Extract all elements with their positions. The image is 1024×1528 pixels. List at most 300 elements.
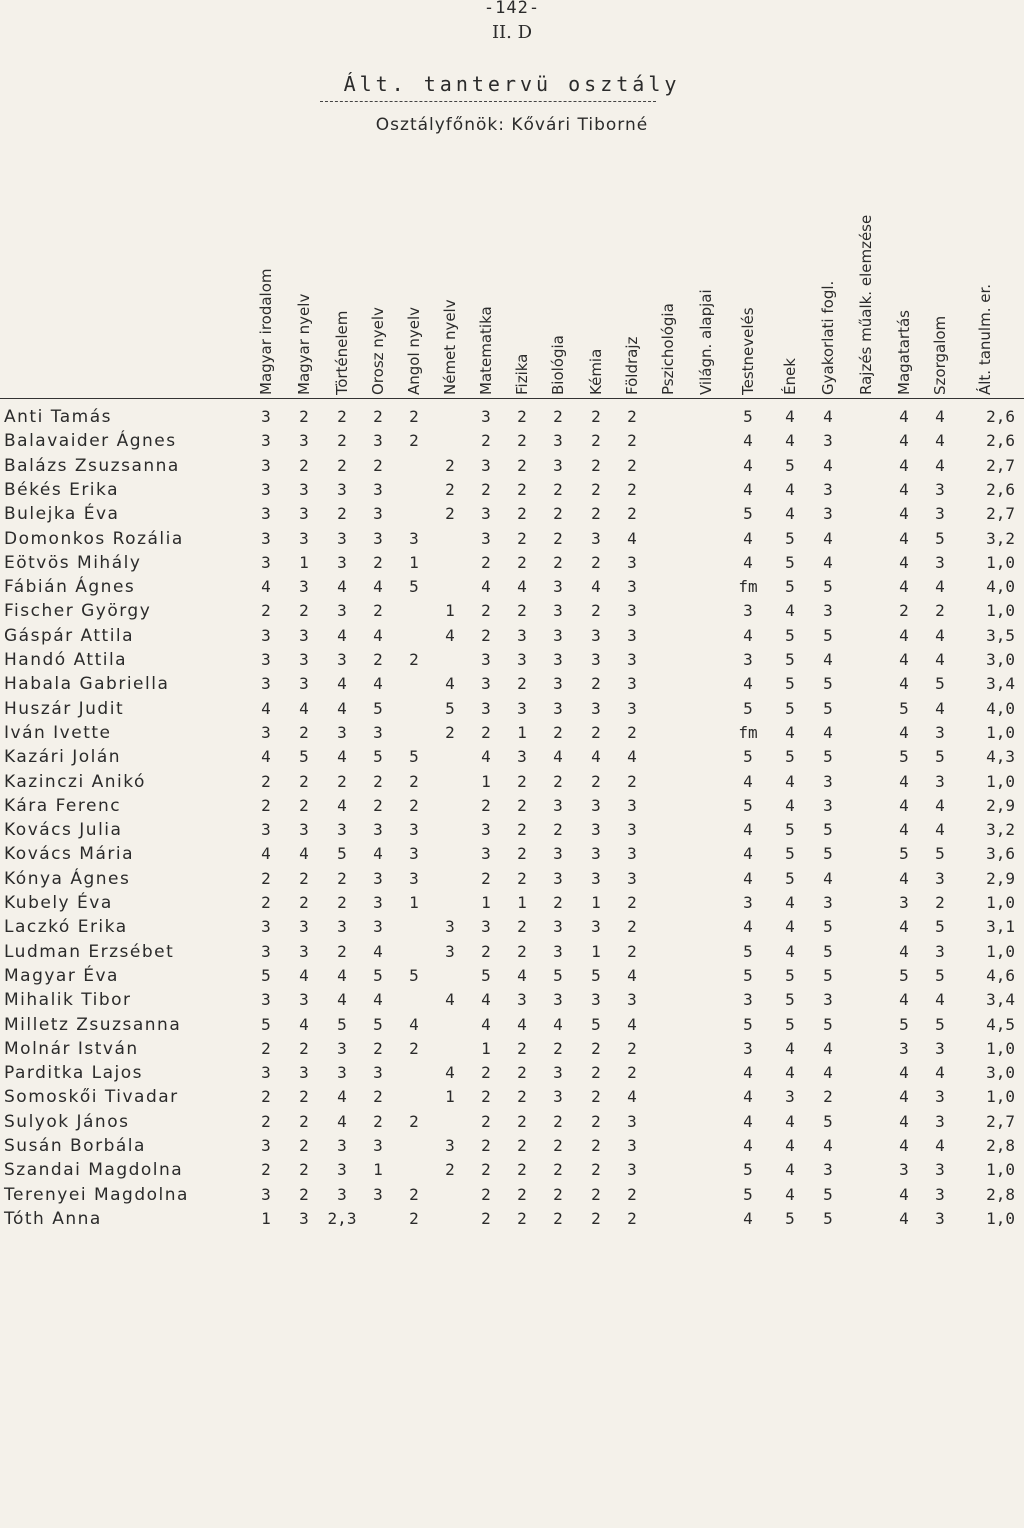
grade-cell: 4 [823,455,833,475]
grade-cell: 4 [899,431,909,451]
grade-cell: 5 [785,868,795,888]
grade-cell [399,697,429,721]
grade-cell [691,794,721,818]
grade-cell: 4 [373,990,383,1010]
grade-cell: 4 [517,1014,527,1034]
grade-cell [653,429,683,453]
grade-cell [653,478,683,502]
student-name: Fábián Ágnes [4,577,136,598]
grade-cell: 3 [373,893,383,912]
grade-cell: 4 [337,1111,347,1131]
grade-cell [691,1110,721,1134]
column-header: Orosz nyelv [369,307,387,395]
grade-cell: 3 [373,528,383,548]
grade-cell: 5 [785,747,795,767]
grade-cell: 1 [445,601,455,621]
grade-cell: 2 [591,552,601,572]
grade-cell: 1 [409,893,419,912]
grade-cell: 3 [935,552,945,572]
grade-cell: 2 [553,1160,563,1180]
grade-cell: 3 [553,844,563,864]
grade-cell [851,624,881,648]
grade-cell: 4 [591,747,601,767]
grade-cell: 2 [517,674,527,694]
grade-cell [653,527,683,551]
column-header: Szorgalom [931,315,949,395]
grade-cell: 5 [823,917,833,937]
grade-cell: 5 [823,698,833,718]
grade-cell [435,891,465,915]
grade-cell: 5 [785,455,795,475]
grade-cell: 3 [373,504,383,524]
grade-cell: 2 [409,771,419,791]
grade-cell: 1 [373,1160,383,1180]
average-cell: 4,0 [986,577,1015,597]
student-name: Terenyei Magdolna [4,1184,189,1205]
grade-cell [653,721,683,745]
student-name: Ludman Erzsébet [4,941,175,962]
grade-cell: 5 [409,577,419,597]
grade-cell: 4 [337,1087,347,1107]
grade-cell [653,672,683,696]
grade-cell: 2 [481,1184,491,1204]
grade-cell: 3 [591,650,601,669]
grade-cell: 2 [337,771,347,791]
grade-cell: 4 [627,1087,637,1107]
grade-cell: 4 [627,1014,637,1034]
grade-cell [851,1158,881,1182]
grade-cell: 5 [743,1014,753,1034]
average-cell: 4,5 [986,1014,1015,1034]
grade-cell: 2 [553,722,563,742]
grade-cell [851,842,881,866]
grade-cell: 2 [517,455,527,475]
student-name: Domonkos Rozália [4,528,184,549]
grade-cell: 2 [517,407,527,426]
grade-cell: 2 [591,479,601,499]
grade-cell: 3 [823,601,833,621]
grade-cell: 4 [785,1063,795,1083]
grade-cell: 5 [823,1208,833,1228]
column-header: Kémia [587,348,605,395]
grade-cell: 3 [261,1184,271,1204]
grade-cell: 4 [899,820,909,840]
grade-cell [691,575,721,599]
grade-cell: 4 [517,577,527,597]
student-name: Somoskői Tivadar [4,1087,179,1108]
grade-cell: 4 [785,917,795,937]
grade-cell [435,527,465,551]
grade-cell [435,842,465,866]
grade-cell: 3 [337,1038,347,1058]
grade-cell: 3 [553,990,563,1010]
grade-cell: 3 [299,1063,309,1083]
grade-cell: 4 [373,625,383,645]
grade-cell: 3 [299,674,309,694]
grade-cell: 3 [261,820,271,840]
grade-cell: 4 [935,990,945,1010]
grade-cell: 2 [517,431,527,451]
grade-cell: 5 [823,941,833,961]
grade-cell [653,794,683,818]
average-cell: 3,1 [986,917,1015,937]
grade-cell: 5 [823,820,833,840]
grade-cell: 4 [261,698,271,718]
grade-cell: 3 [553,431,563,451]
student-name: Tóth Anna [4,1208,102,1229]
grade-cell: 2 [409,1038,419,1058]
grade-cell: 5 [823,965,833,985]
grade-cell [653,405,683,429]
grade-cell [691,1134,721,1158]
grade-cell: 2 [409,407,419,426]
grade-cell [851,648,881,672]
grade-cell: 2 [591,1136,601,1155]
grade-cell [691,502,721,526]
grade-cell [653,624,683,648]
grade-cell: 5 [823,844,833,864]
grade-cell [691,1037,721,1061]
grade-cell: 2 [553,893,563,912]
grade-cell: 4 [591,577,601,597]
table-row [0,818,1024,842]
grade-cell: 3 [299,504,309,524]
grade-cell: 4 [785,941,795,961]
grade-cell: 4 [337,990,347,1010]
grade-cell: 4 [299,965,309,985]
grade-cell: 2 [553,552,563,572]
grade-cell: 2 [899,601,909,621]
grade-cell [399,478,429,502]
grade-cell: 3 [337,1063,347,1083]
grade-cell: 3 [261,650,271,669]
grade-cell: 3 [553,674,563,694]
table-row [0,794,1024,818]
grade-cell: 3 [935,1208,945,1228]
grade-cell: 4 [743,771,753,791]
grade-cell [691,648,721,672]
average-cell: 2,6 [986,431,1015,451]
grade-cell: 3 [299,625,309,645]
grade-cell: 2 [373,795,383,815]
grade-cell: 5 [935,1014,945,1034]
grade-cell [851,527,881,551]
grade-cell: 4 [627,965,637,985]
column-header: Ének [781,358,799,395]
grade-cell: 3 [823,795,833,815]
grade-cell: 4 [823,868,833,888]
grade-cell [691,672,721,696]
grade-cell [653,1110,683,1134]
grade-cell: 2 [517,1160,527,1180]
grade-cell [653,1183,683,1207]
grade-cell: 2 [261,1111,271,1131]
grade-cell: 1 [481,1038,491,1058]
grade-cell: 4 [785,601,795,621]
grade-cell [653,1158,683,1182]
grade-cell [653,697,683,721]
grade-cell: 5 [373,1014,383,1034]
grade-cell: 2 [627,893,637,912]
grade-cell: 4 [823,722,833,742]
student-name: Gáspár Attila [4,625,135,646]
average-cell: 1,0 [986,1038,1015,1058]
grade-cell: 1 [409,552,419,572]
grade-cell [691,429,721,453]
grade-cell: 4 [743,868,753,888]
grade-cell: 3 [337,917,347,937]
grade-cell: 5 [899,747,909,767]
average-cell: 1,0 [986,1208,1015,1228]
grade-cell: 2 [517,528,527,548]
grade-cell: 4 [899,722,909,742]
grade-cell: 2 [591,674,601,694]
grade-cell: 3 [337,552,347,572]
grade-cell: 2 [517,941,527,961]
grade-cell: 3 [445,917,455,937]
grade-cell: 4 [899,1087,909,1107]
grade-cell: 3 [481,455,491,475]
grade-cell: 4 [899,917,909,937]
grade-cell: 4 [899,479,909,499]
grade-cell [851,551,881,575]
grade-cell: 3 [517,625,527,645]
grade-cell: 4 [373,674,383,694]
grade-cell: 5 [823,577,833,597]
student-name: Békés Erika [4,479,119,500]
grade-cell: 2 [481,431,491,451]
column-header: Magatartás [895,310,913,395]
grade-cell [691,1183,721,1207]
grade-cell: 2 [627,504,637,524]
grade-cell [653,1134,683,1158]
grade-cell: 2 [553,528,563,548]
grade-cell [399,454,429,478]
grade-cell: 2 [373,1087,383,1107]
grade-cell: 3 [627,625,637,645]
column-header: Rajzés műalk. elemzése [857,214,875,395]
student-name: Kára Ferenc [4,795,122,816]
grade-cell: 2 [481,1063,491,1083]
grade-cell [653,818,683,842]
grade-cell: 5 [823,625,833,645]
grade-cell: 3 [627,990,637,1010]
grade-cell: 4 [261,844,271,864]
grade-cell: 3 [553,941,563,961]
grade-cell: 3 [481,698,491,718]
grade-cell: 2 [337,893,347,912]
grade-cell: 4 [935,1136,945,1155]
grade-cell: 2 [553,771,563,791]
grade-cell: 4 [481,1014,491,1034]
student-name: Kazári Jolán [4,747,122,768]
grade-cell [435,770,465,794]
grade-cell: 3 [337,722,347,742]
grade-cell: 5 [409,965,419,985]
average-cell: 2,8 [986,1136,1015,1155]
grade-cell: 4 [373,577,383,597]
grade-cell [691,842,721,866]
grade-cell: 2 [299,868,309,888]
table-row [0,770,1024,794]
grade-cell: 5 [785,698,795,718]
grade-cell: 3 [299,917,309,937]
grade-cell: 3 [337,820,347,840]
grade-cell: 4 [785,1038,795,1058]
column-header: Világn. alapjai [697,289,715,395]
grade-cell: 2 [373,601,383,621]
grade-cell: 2 [299,601,309,621]
grade-cell: 2 [337,868,347,888]
column-header: Fizika [513,353,531,395]
grade-cell: 1 [591,941,601,961]
grade-cell: 3 [299,577,309,597]
average-cell: 3,0 [986,1063,1015,1083]
grade-cell: 4 [299,1014,309,1034]
grade-cell: 3 [935,1087,945,1107]
grade-cell [851,915,881,939]
grade-cell: 3 [261,431,271,451]
grade-cell: 2 [627,455,637,475]
grade-cell: 3 [553,577,563,597]
grade-cell: 2 [337,407,347,426]
grade-cell: 3 [823,504,833,524]
grade-cell: 3 [299,941,309,961]
average-cell: 4,0 [986,698,1015,718]
grade-cell [363,1207,393,1231]
grade-cell: 5 [899,965,909,985]
grade-cell: 4 [481,577,491,597]
grade-cell: 4 [899,455,909,475]
table-row [0,429,1024,453]
grade-cell: 3 [899,1038,909,1058]
grade-cell: 3 [935,1111,945,1131]
grade-cell [691,1085,721,1109]
grade-cell: 2 [553,407,563,426]
grade-cell: 4 [743,1063,753,1083]
grade-cell: 4 [785,1136,795,1155]
grade-cell: 5 [299,747,309,767]
grade-cell [851,1061,881,1085]
table-row [0,842,1024,866]
table-row [0,1110,1024,1134]
grade-cell: 4 [785,407,795,426]
grade-cell: 3 [261,917,271,937]
grade-cell: 3 [627,577,637,597]
grade-cell: 4 [743,674,753,694]
grade-cell [851,429,881,453]
grade-cell: 3 [299,431,309,451]
student-name: Anti Tamás [4,407,113,427]
student-name: Mihalik Tibor [4,990,132,1011]
student-name: Magyar Éva [4,965,119,986]
grade-cell: 1 [299,552,309,572]
grade-cell: 5 [261,965,271,985]
table-row [0,454,1024,478]
grade-cell [653,988,683,1012]
grade-cell: 5 [935,747,945,767]
grade-cell [851,794,881,818]
grade-cell [653,770,683,794]
grade-cell: 3 [627,674,637,694]
grade-cell: 4 [823,650,833,669]
grade-cell: 2 [627,431,637,451]
table-row [0,940,1024,964]
grade-cell: 5 [743,1184,753,1204]
grade-cell [851,697,881,721]
student-name: Kubely Éva [4,893,113,913]
grade-cell [435,964,465,988]
student-name: Kovács Julia [4,820,123,841]
grade-cell [399,599,429,623]
student-name: Milletz Zsuzsanna [4,1014,182,1035]
grade-cell: 4 [743,820,753,840]
grade-cell: 2 [591,431,601,451]
grade-cell: 5 [785,820,795,840]
grade-cell: 3 [935,1038,945,1058]
grade-cell: 2 [337,431,347,451]
student-name: Susán Borbála [4,1136,146,1156]
grade-cell: 3 [553,1087,563,1107]
grade-cell: 5 [823,1111,833,1131]
average-cell: 1,0 [986,1160,1015,1180]
grade-cell: 2 [373,771,383,791]
grade-cell: 4 [337,577,347,597]
grade-cell: 3 [445,941,455,961]
grade-cell [851,502,881,526]
grade-cell: 2 [627,479,637,499]
grade-cell: 4 [445,1063,455,1083]
grade-cell [851,745,881,769]
grade-cell [653,575,683,599]
grade-cell [435,575,465,599]
grade-cell: 4 [743,528,753,548]
grade-cell: 4 [743,917,753,937]
grade-cell: 5 [899,698,909,718]
grade-cell: 4 [899,941,909,961]
grade-cell [435,1183,465,1207]
grade-cell: 5 [899,1014,909,1034]
grade-cell [399,624,429,648]
grade-cell: 3 [337,650,347,669]
grade-cell: 3 [481,820,491,840]
grade-cell: 3 [409,868,419,888]
grade-cell [851,891,881,915]
grade-cell: 2 [517,479,527,499]
table-row [0,1061,1024,1085]
grade-cell: 3 [409,844,419,864]
grade-cell: 3 [299,650,309,669]
grade-cell: 3 [373,1136,383,1155]
grade-cell: 3 [261,552,271,572]
grade-cell [851,1037,881,1061]
grade-cell: 3 [553,917,563,937]
grade-cell [399,1061,429,1085]
grade-cell: 3 [627,795,637,815]
student-name: Laczkó Erika [4,917,128,938]
grade-cell: 3 [823,893,833,912]
grade-cell [435,1207,465,1231]
grade-cell [691,770,721,794]
grade-cell: 3 [935,722,945,742]
student-name: Sulyok János [4,1111,130,1132]
grade-cell: 2 [517,1136,527,1155]
grade-cell: 3 [337,528,347,548]
grade-cell: 3 [373,820,383,840]
grade-cell [851,1134,881,1158]
grade-cell: 2 [553,1136,563,1155]
grade-cell: 2 [445,722,455,742]
